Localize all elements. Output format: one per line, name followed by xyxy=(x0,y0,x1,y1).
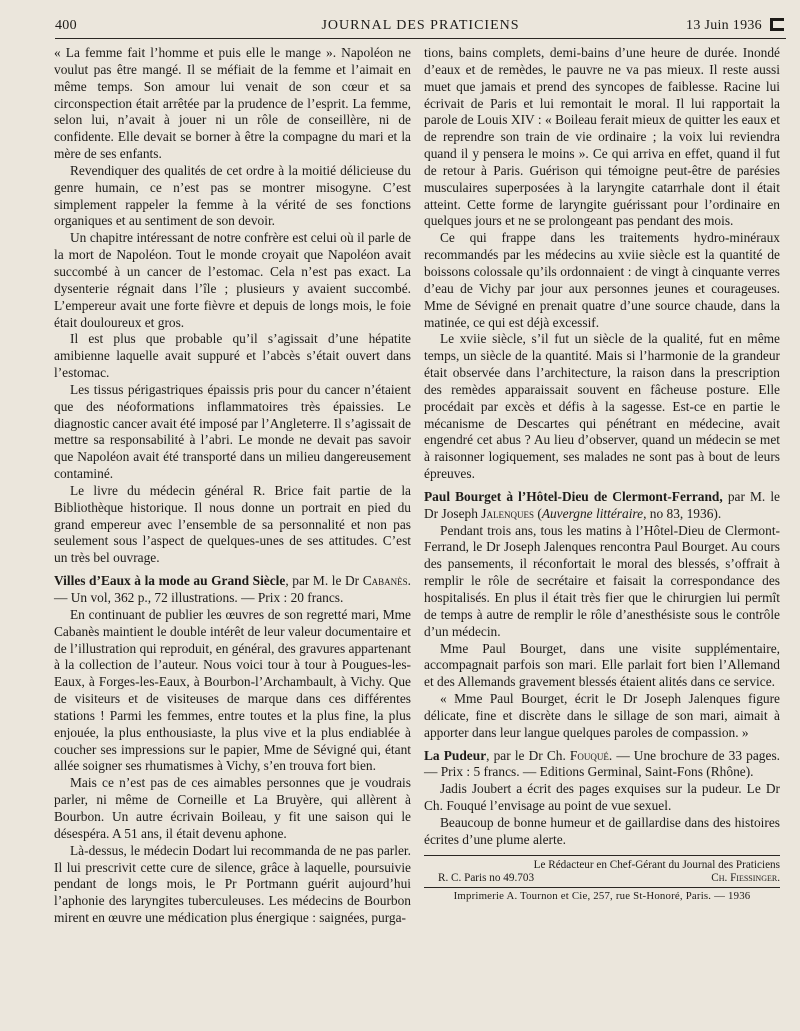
paragraph: Il est plus que probable qu’il s’agissait d’une hépatite amibienne laquelle avait suppuré et l’abcès s’était ouvert dans l’estomac. xyxy=(54,331,411,381)
rc-line: R. C. Paris no 49.703 xyxy=(438,871,535,884)
journal-title: JOURNAL DES PRATICIENS xyxy=(321,18,520,33)
page-footer xyxy=(424,859,780,903)
bracket-mark-icon xyxy=(770,18,784,31)
page-header xyxy=(55,14,786,38)
paragraph: Les tissus périgastriques épaissis pris pour du cancer n’étaient que des néoformations inflammatoires très épaissies. Le diagnostic cancer avait été imposé par l’Angleterre. Il s’agissait de mettre sa responsabilité à l’abri. Le monde ne devait pas savoir que Napoléon avait été transporté dans un milieu dangereusement contaminé. xyxy=(54,381,411,482)
paragraph: Le xviie siècle, s’il fut un siècle de la qualité, fut en même temps, un siècle de la quantité. Mais si l’harmonie de la grandeur était observée dans l’architecture, la raison dans la prescription des remèdes apparaissait souvent en fâcheuse posture. Elle procédait par excès et défis à la sagesse. Est-ce en partie le mécanisme de Descartes qui pénétrant en médecine, avait engendré cet abus ? Au lieu d’observer, quand un médecin se met à raisonner logiquement, ses malades ne sont pas à bout de leurs épreuves. xyxy=(424,331,780,482)
footer-rule xyxy=(424,855,780,856)
review-heading-villes: Villes d’Eaux à la mode au Grand Siècle, par M. le Dr Cabanès. — Un vol, 362 p., 72 illustrations. — Prix : 20 francs. xyxy=(54,573,411,605)
header-rule xyxy=(55,38,786,39)
review-title: Villes d’Eaux à la mode au Grand Siècle xyxy=(54,573,286,589)
paragraph: tions, bains complets, demi-bains d’une heure de durée. Inondé d’eaux et de remèdes, le pauvre ne va pas mieux. Il reste aussi muet que jamais et prend des syncopes de faiblesse. Racine lui écrivait de Paris et lui remontait le moral. Il lui rapportait la parole de Louis XIV : « Boileau ferait mieux de quitter les eaux et de reprendre son train de vie ordinaire ; la voix lui reviendra quand il y pensera le moins ». Ce qui arriva en effet, quand il fut de retour à Paris. Guérison qui témoigne peut-être de parésies musculaires superposées à la laryngite catarrhale dont il était atteint. Cette forme de laryngite guérissant pour l’ordinaire en quelques jours et ne se prolongeant pas pendant des mois. xyxy=(424,45,780,229)
paragraph: Mme Paul Bourget, dans une visite supplémentaire, accompagnait parfois son mari. Elle parlait fort bien l’Allemand et des Allemands gravement blessés étaient alités dans ce service. xyxy=(424,640,780,690)
right-column xyxy=(424,45,780,903)
editor-line: Le Rédacteur en Chef-Gérant du Journal des Praticiens xyxy=(533,858,780,871)
paragraph: Le livre du médecin général R. Brice fait partie de la Bibliothèque historique. Il nous donne un portrait en pied du grand empereur avec l’ensemble de sa personnalité et non pas seulement sous l’aspect de quelques-unes de ses attitudes. C’est un très bel ouvrage. xyxy=(54,482,411,566)
paragraph: Jadis Joubert a écrit des pages exquises sur la pudeur. Le Dr Ch. Fouqué l’envisage au point de vue sexuel. xyxy=(424,781,780,814)
editor-signature: Ch. Fiessinger. xyxy=(711,871,780,884)
review-heading-pudeur: La Pudeur, par le Dr Ch. Fouqué. — Une brochure de 33 pages. — Prix : 5 francs. — Editions Germinal, Saint-Fons (Rhône). xyxy=(424,747,780,780)
paragraph: « La femme fait l’homme et puis elle le mange ». Napoléon ne voulut pas être mangé. Il se méfiait de la femme et l’aimait en même temps. Son amour lui venait de son cœur et sa circonspection était arrêtée par la prudence de l’esprit. La femme, selon lui, n’avait à jouer ni un rôle de conseillère, ni de confidente. Elle devait se borner à être la compagne du mari et la mère de ses enfants. xyxy=(54,45,411,162)
page-number: 400 xyxy=(55,18,77,33)
paragraph: Mais ce n’est pas de ces aimables personnes que je voudrais parler, ni même de Corneille et La Bruyère, qui allèrent à Bourbon. Un autre écrivain Boileau, y fit une saison qui le désespéra. A 51 ans, il était devenu aphone. xyxy=(54,775,411,841)
paragraph: Pendant trois ans, tous les matins à l’Hôtel-Dieu de Clermont-Ferrand, le Dr Joseph Jalenques rencontra Paul Bourget. Au cours des pansements, il réconfortait le moral des blessés, s’offrait à remplir le rôle de secrétaire et faisait la correspondance des hospitalisés. En plus il était très fier que le chirurgien lui permît de temps à autre de remplir le rôle d’anesthésiste sous le contrôle d’un médecin. xyxy=(424,522,780,639)
footer-rule xyxy=(424,887,780,888)
issue-date: 13 Juin 1936 xyxy=(686,18,762,33)
paragraph: Revendiquer des qualités de cet ordre à la moitié délicieuse du genre humain, ce n’est pas se montrer misogyne. C’est simplement rappeler la femme à la vérité de ses fonctions organiques et au sentiment de son devoir. xyxy=(54,162,411,229)
paragraph: Beaucoup de bonne humeur et de gaillardise dans des histoires écrites d’une plume alerte. xyxy=(424,814,780,847)
review-title: Paul Bourget à l’Hôtel-Dieu de Clermont-Ferrand, xyxy=(424,488,723,504)
review-author: Jalenques xyxy=(481,505,534,521)
left-column xyxy=(54,45,411,927)
paragraph: En continuant de publier les œuvres de son regretté mari, Mme Cabanès maintient le double intérêt de leur valeur documentaire et de l’illustration qui reproduit, en général, des gravures appartenant à la collection de l’auteur. Nous voici tour à tour à Pougues-les-Eaux, à Forges-les-Eaux, à Bourbon-l’Archambault, à Vichy. Que de visiteurs et de visiteuses de marque dans ces différentes stations ! Parmi les femmes, entre toutes et la plus fine, la plus enjouée, la plus enthousiaste, la plus vive et la plus endiablée à coucher ses impressions sur le papier, Mme de Sévigné qui, étant allée soigner ses rhumatismes à Vichy, s’en trouva fort bien. xyxy=(54,606,411,774)
review-heading-bourget: Paul Bourget à l’Hôtel-Dieu de Clermont-Ferrand, par M. le Dr Joseph Jalenques (Auvergne littéraire, no 83, 1936). xyxy=(424,488,780,521)
review-author: Cabanès xyxy=(362,573,408,589)
review-source: Auvergne littéraire xyxy=(541,505,644,521)
paragraph: Un chapitre intéressant de notre confrère est celui où il parle de la mort de Napoléon. Tout le monde croyait que Napoléon avait succombé à un cancer de l’estomac. Cela n’est pas exact. La dysenterie régnait dans l’île ; plusieurs y avaient succombé. L’empereur avait une forte fièvre et depuis de longs mois, le foie était douloureux et gros. xyxy=(54,230,411,330)
rc-line-row xyxy=(424,872,780,885)
review-title: La Pudeur xyxy=(424,747,487,763)
paragraph: « Mme Paul Bourget, écrit le Dr Joseph Jalenques figure délicate, fine et discrète dans le sillage de son mari, aimait à apporter dans leur langue quelques paroles de compassion. » xyxy=(424,691,780,740)
printer-line: Imprimerie A. Tournon et Cie, 257, rue St-Honoré, Paris. — 1936 xyxy=(453,889,751,902)
paragraph: Ce qui frappe dans les traitements hydro-minéraux recommandés par les médecins au xviie siècle est la quantité de boissons colossale qu’ils ordonnaient : de vingt à cinquante verres d’eau de Vichy par jour aux personnes jeunes et courageuses. Mme de Sévigné en prenait quatre d’une source chaude, dans la matinée, ce qui est déjà excessif. xyxy=(424,230,780,330)
review-author: Fouqué xyxy=(569,747,609,763)
paragraph: Là-dessus, le médecin Dodart lui recommanda de ne pas parler. Il lui prescrivit cette cure de silence, grâce à laquelle, poursuivie pendant de longs mois, le Pr Portmann guérit aujourd’hui l’aphonie des laryngites tuberculeuses. Les médecins de Bourbon mirent en œuvre une médication plus énergique : saignées, purga- xyxy=(54,842,411,926)
